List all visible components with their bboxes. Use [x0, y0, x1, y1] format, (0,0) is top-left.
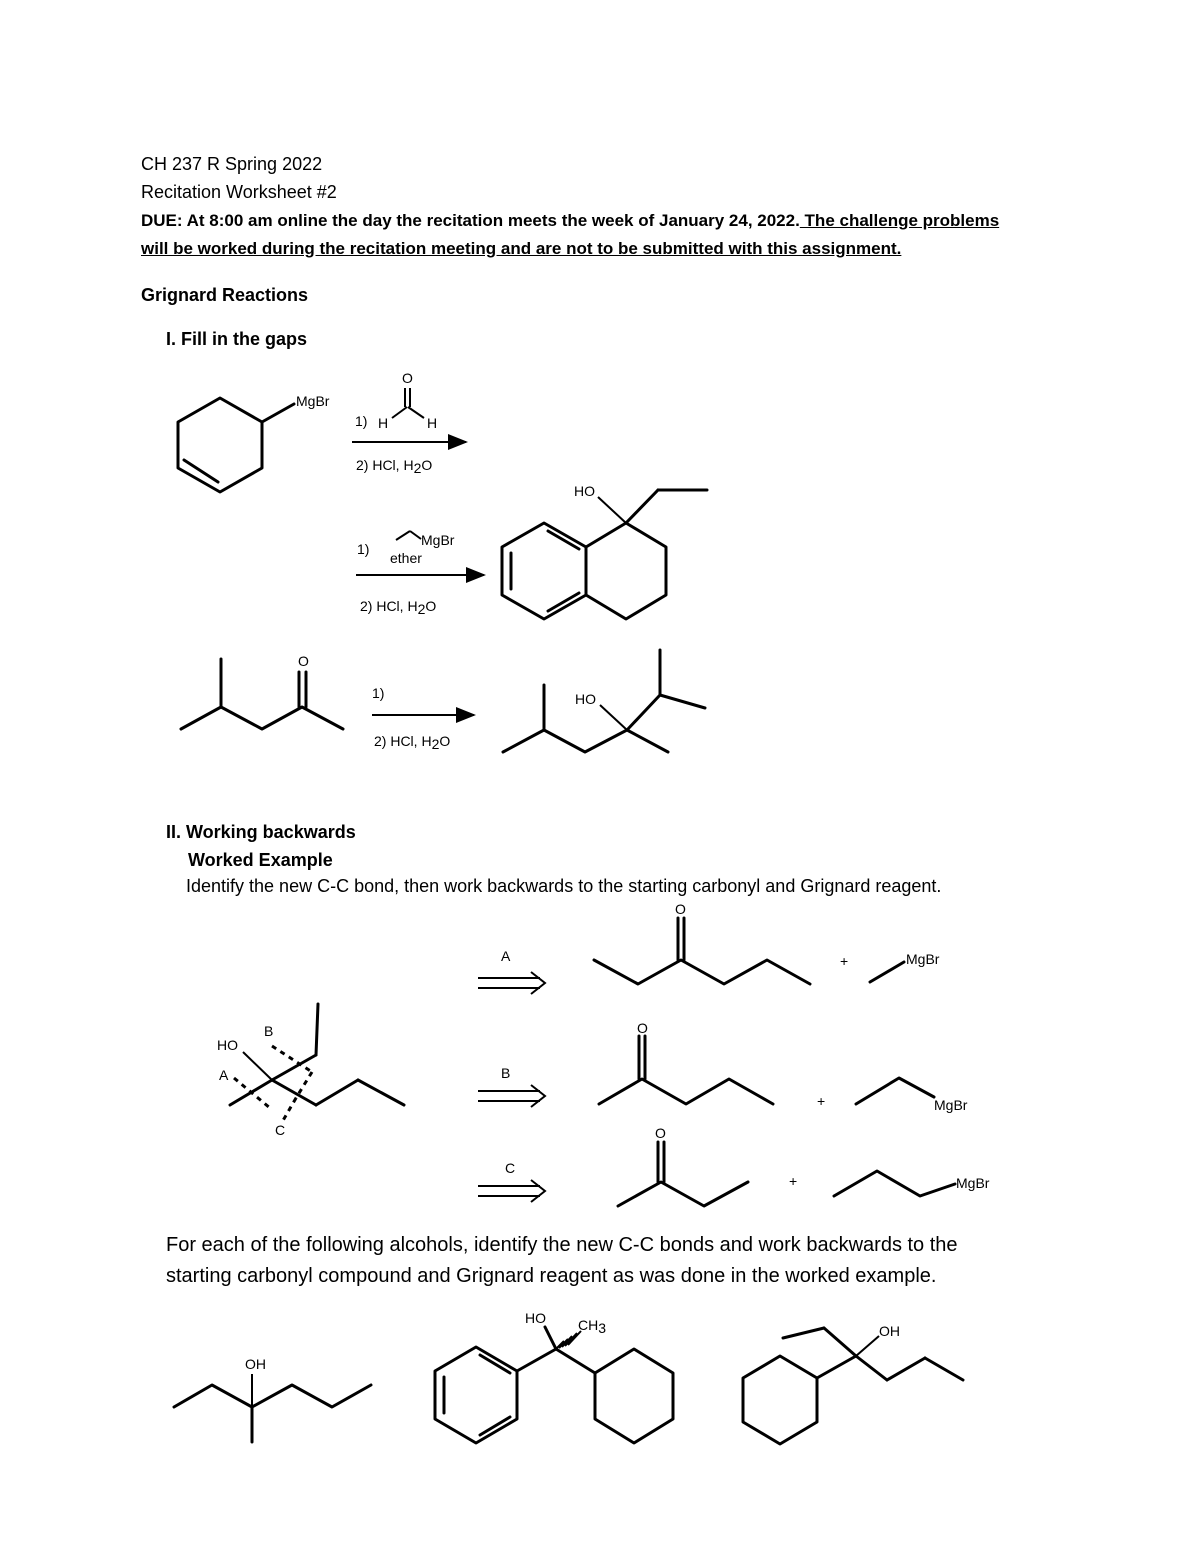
rxn3-alcohol-product	[503, 650, 705, 752]
example-label-a: A	[219, 1067, 229, 1083]
part1-title: I. Fill in the gaps	[166, 329, 308, 349]
rxn2-ethyl-grignard	[357, 531, 455, 566]
exercise-alcohol-2	[435, 1310, 673, 1443]
rxn1-formaldehyde	[355, 370, 437, 431]
route-b-label: B	[501, 1065, 511, 1081]
rxn2-tetralin-product	[502, 483, 707, 619]
example-tertiary-alcohol	[217, 1004, 404, 1138]
rxn3-step1: 1)	[372, 685, 385, 701]
rxn2-product-oh: HO	[574, 483, 595, 499]
worksheet-title: Recitation Worksheet #2	[141, 182, 337, 202]
rxn1-cyclohexenyl-grignard	[178, 393, 330, 492]
section-title: Grignard Reactions	[141, 285, 309, 305]
route-a-plus: +	[840, 953, 849, 969]
rxn1-h-left: H	[378, 415, 389, 431]
rxn1-step2: 2) HCl, H2O	[356, 457, 433, 476]
route-a-mgbr: MgBr	[906, 951, 940, 967]
route-c	[478, 1125, 990, 1206]
rxn2-step2: 2) HCl, H2O	[360, 598, 437, 617]
route-a	[478, 901, 940, 994]
rxn1-carbonyl-o: O	[402, 370, 413, 386]
rxn3-carbonyl-o: O	[298, 653, 309, 669]
exercise-3-oh: OH	[879, 1323, 900, 1339]
rxn2-mgbr-label: MgBr	[421, 532, 455, 548]
due-text: DUE: At 8:00 am online the day the recitation meets the week of January 24, 2022.	[141, 211, 800, 230]
route-b-plus: +	[817, 1093, 826, 1109]
example-label-b: B	[264, 1023, 274, 1039]
exercise-alcohol-3	[743, 1323, 963, 1444]
exercise-2-oh: HO	[525, 1310, 546, 1326]
exercise-instruction-1: For each of the following alcohols, identify the new C-C bonds and work backwards to the	[166, 1234, 958, 1256]
rxn2-step1: 1)	[357, 541, 370, 557]
exercise-2-methyl: CH3	[578, 1317, 607, 1336]
route-c-mgbr: MgBr	[956, 1175, 990, 1191]
route-b-mgbr: MgBr	[934, 1097, 968, 1113]
rxn3-product-oh: HO	[575, 691, 596, 707]
exercise-1-oh: OH	[245, 1356, 266, 1372]
due-underline-2: will be worked during the recitation meeting and are not to be submitted with this assignment.	[141, 239, 902, 258]
route-c-plus: +	[789, 1173, 798, 1189]
example-instruction: Identify the new C-C bond, then work backwards to the starting carbonyl and Grignard reagent.	[186, 876, 942, 896]
route-b-o: O	[637, 1020, 648, 1036]
rxn3-ketone-start	[181, 653, 343, 729]
rxn3-step2: 2) HCl, H2O	[374, 733, 451, 752]
course-title: CH 237 R Spring 2022	[141, 154, 323, 174]
example-oh-label: HO	[217, 1037, 238, 1053]
rxn1-mgbr-label: MgBr	[296, 393, 330, 409]
exercise-alcohol-1	[174, 1356, 371, 1442]
route-c-o: O	[655, 1125, 666, 1141]
rxn1-h-right: H	[427, 415, 438, 431]
route-a-o: O	[675, 901, 686, 917]
rxn2-solvent: ether	[390, 550, 422, 566]
route-a-label: A	[501, 948, 511, 964]
due-underline-1: The challenge problems	[799, 211, 1000, 230]
rxn1-step1: 1)	[355, 413, 368, 429]
route-b	[478, 1020, 968, 1113]
route-c-label: C	[505, 1160, 516, 1176]
example-title: Worked Example	[188, 850, 333, 870]
part2-title: II. Working backwards	[166, 822, 356, 842]
exercise-instruction-2: starting carbonyl compound and Grignard reagent as was done in the worked example.	[166, 1265, 937, 1287]
example-label-c: C	[275, 1122, 286, 1138]
